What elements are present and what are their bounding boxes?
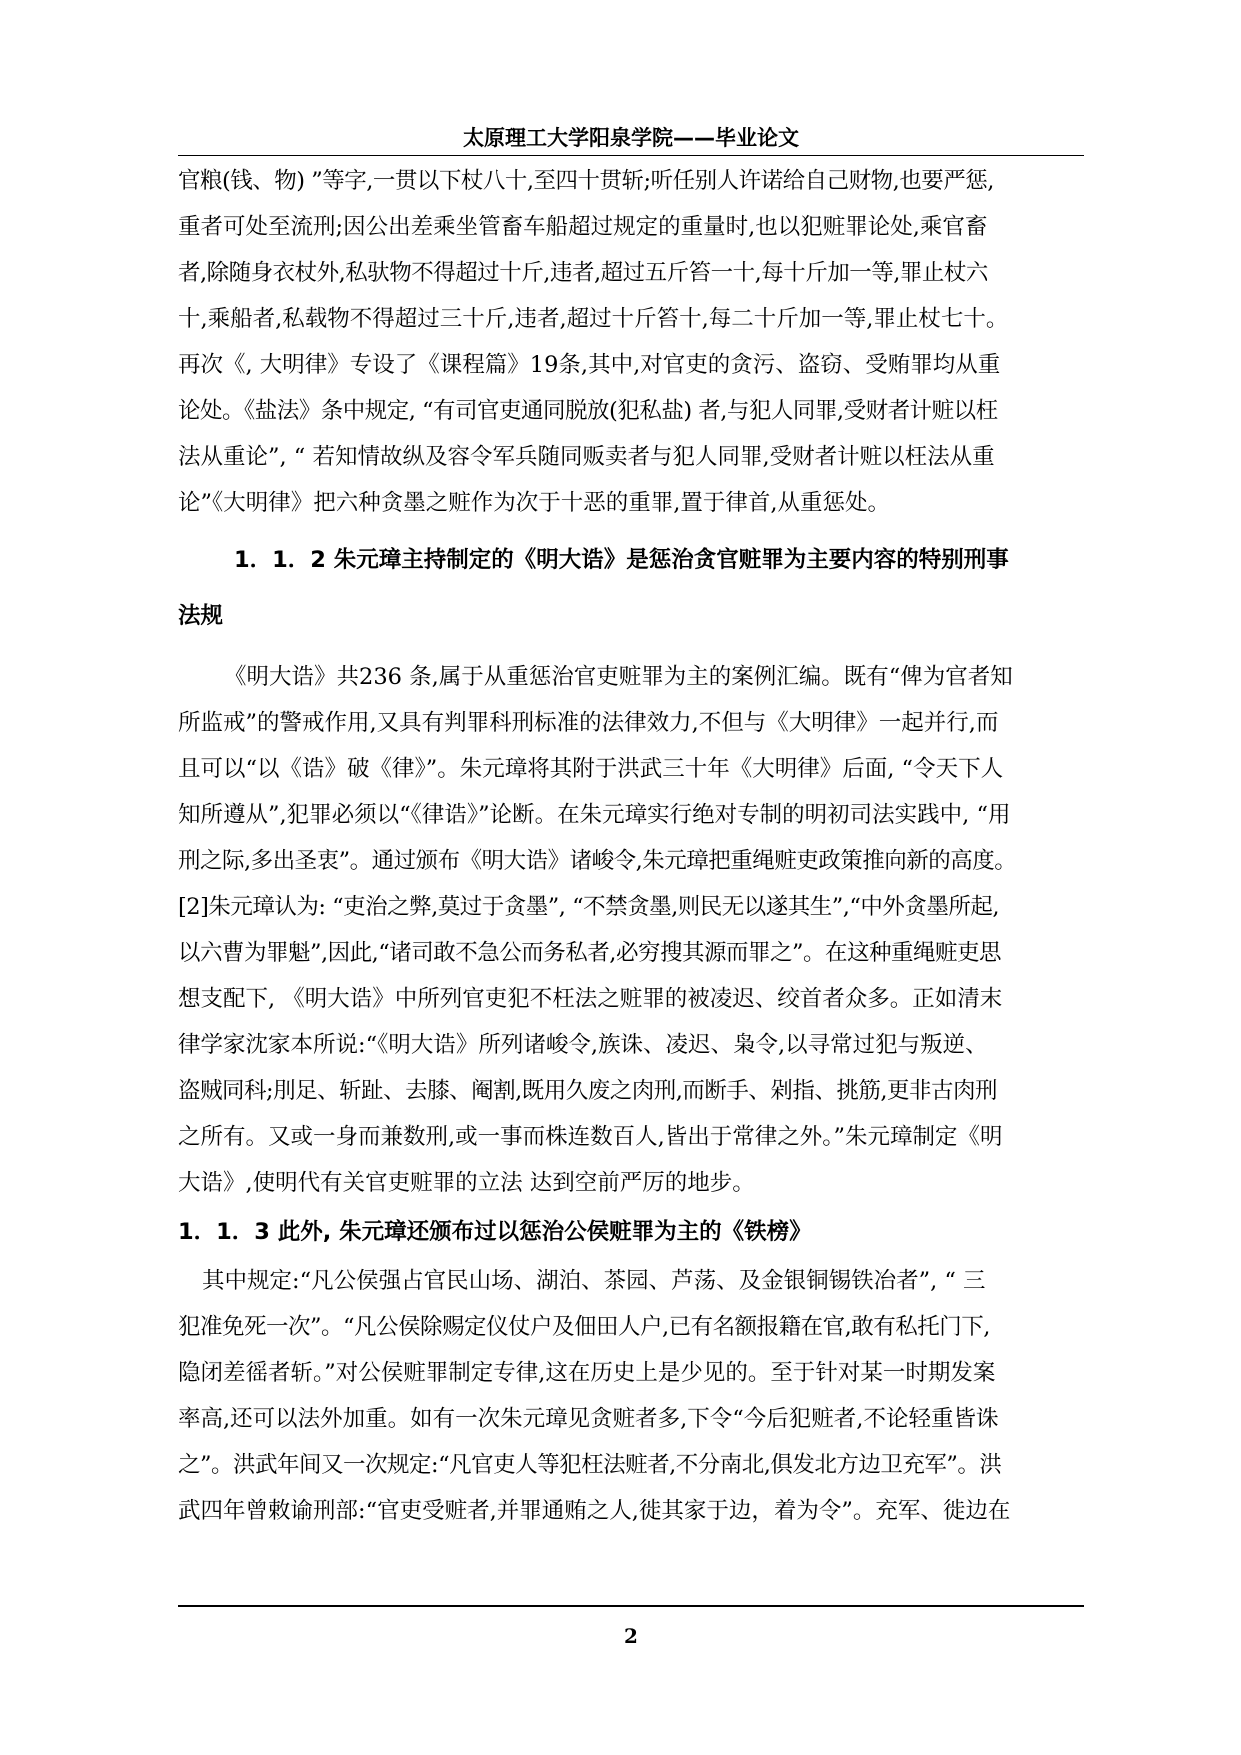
text-line: 论处。《盐法》条中规定, “有司官吏通同脱放(犯私盐) 者,与犯人同罪,受财者计赃以枉 bbox=[178, 398, 998, 424]
text-line: 知所遵从”,犯罪必须以“《律诰》”论断。在朱元璋实行绝对专制的明初司法实践中, “用 bbox=[178, 802, 1011, 828]
footer-divider bbox=[178, 1605, 1084, 1607]
body-text bbox=[178, 158, 1088, 1534]
page-number: 2 bbox=[624, 1624, 638, 1648]
text-line: 率高,还可以法外加重。如有一次朱元璋见贪赃者多,下令“今后犯赃者,不论轻重皆诛 bbox=[178, 1406, 999, 1432]
page-header-title: 太原理工大学阳泉学院——毕业论文 bbox=[463, 126, 799, 150]
text-line: 刑之际,多出圣衷”。通过颁布《明大诰》诸峻令,朱元璋把重绳赃吏政策推向新的高度。 bbox=[178, 848, 1017, 874]
text-line: 所监戒”的警戒作用,又具有判罪科刑标准的法律效力,不但与《大明律》一起并行,而 bbox=[178, 710, 999, 736]
text-line: 想支配下, 《明大诰》中所列官吏犯不枉法之赃罪的被凌迟、绞首者众多。正如清末 bbox=[178, 986, 1003, 1012]
text-line: 十,乘船者,私载物不得超过三十斤,违者,超过十斤笞十,每二十斤加一等,罪止杖七十。 bbox=[178, 306, 1009, 332]
paragraph-ming-dagao bbox=[178, 654, 1088, 1206]
text-line: 律学家沈家本所说:“《明大诰》所列诸峻令,族诛、凌迟、枭令,以寻常过犯与叛逆、 bbox=[178, 1032, 988, 1058]
text-line: 隐闭差徭者斩。”对公侯赃罪制定专律,这在历史上是少见的。至于针对某一时期发案 bbox=[178, 1360, 996, 1386]
text-line: 以六曹为罪魁”,因此,“诸司敢不急公而务私者,必穷搜其源而罪之”。在这种重绳赃吏思 bbox=[178, 940, 1001, 966]
text-line: 再次《, 大明律》专设了《课程篇》19条,其中,对官吏的贪污、盗窃、受贿罪均从重 bbox=[178, 352, 1001, 378]
text-line: 重者可处至流刑;因公出差乘坐管畜车船超过规定的重量时,也以犯赃罪论处,乘官畜 bbox=[178, 214, 988, 240]
paragraph-tiebang bbox=[178, 1258, 1088, 1534]
text-line: 犯准免死一次”。“凡公侯除赐定仪仗户及佃田人户,已有名额报籍在官,敢有私托门下, bbox=[178, 1314, 990, 1340]
text-line: 论”《大明律》把六种贪墨之赃作为次于十恶的重罪,置于律首,从重惩处。 bbox=[178, 490, 891, 516]
paragraph-intro bbox=[178, 158, 1088, 526]
text-line: 法从重论”, “ 若知情故纵及容令军兵随同贩卖者与犯人同罪,受财者计赃以枉法从重 bbox=[178, 444, 995, 470]
section-heading-1-1-2-continued: 法规 bbox=[178, 603, 224, 629]
text-line: 《明大诰》共236 条,属于从重惩治官吏赃罪为主的案例汇编。既有“俾为官者知 bbox=[224, 664, 1013, 690]
text-line: 武四年曾敕谕刑部:“官吏受赃者,并罪通贿之人,徙其家于边，着为令”。充军、徙边在 bbox=[178, 1498, 1011, 1524]
section-heading-1-1-3: 1．1．3 此外, 朱元璋还颁布过以惩治公侯赃罪为主的《铁榜》 bbox=[178, 1219, 812, 1245]
text-line: 大诰》,使明代有关官吏赃罪的立法 达到空前严厉的地步。 bbox=[178, 1170, 755, 1196]
text-line: 官粮(钱、物) ”等字,一贯以下杖八十,至四十贯斩;听任别人许诺给自己财物,也要严惩, bbox=[178, 168, 994, 194]
header-divider bbox=[178, 155, 1084, 156]
text-line: [2]朱元璋认为: “吏治之弊,莫过于贪墨”, “不禁贪墨,则民无以遂其生”,“中外贪墨所起, bbox=[178, 894, 1000, 920]
text-line: 其中规定:“凡公侯强占官民山场、湖泊、茶园、芦荡、及金银铜锡铁冶者”, “ 三 bbox=[202, 1268, 986, 1294]
section-heading-1-1-2: 1．1．2 朱元璋主持制定的《明大诰》是惩治贪官赃罪为主要内容的特别刑事 bbox=[234, 547, 1009, 573]
text-line: 之所有。又或一身而兼数刑,或一事而株连数百人,皆出于常律之外。”朱元璋制定《明 bbox=[178, 1124, 1003, 1150]
text-line: 盗贼同科;刖足、斩趾、去膝、阉割,既用久废之肉刑,而断手、剁指、挑筋,更非古肉刑 bbox=[178, 1078, 998, 1104]
text-line: 之”。洪武年间又一次规定:“凡官吏人等犯枉法赃者,不分南北,俱发北方边卫充军”。洪 bbox=[178, 1452, 1002, 1478]
text-line: 且可以“以《诰》破《律》”。朱元璋将其附于洪武三十年《大明律》后面, “令天下人 bbox=[178, 756, 1004, 782]
text-line: 者,除随身衣杖外,私驮物不得超过十斤,违者,超过五斤笞一十,每十斤加一等,罪止杖六 bbox=[178, 260, 988, 286]
